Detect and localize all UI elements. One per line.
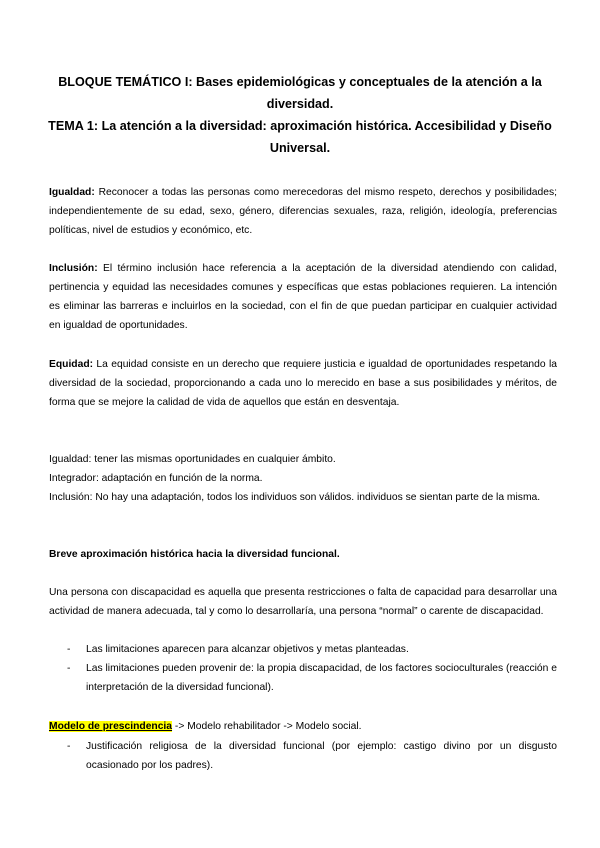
definition-inclusion xyxy=(49,259,557,335)
bullet-dash: - xyxy=(67,741,71,752)
block-title: BLOQUE TEMÁTICO I: Bases epidemiológicas y conceptuales de la atención a la diversidad. xyxy=(58,75,542,111)
history-heading: Breve aproximación histórica hacia la diversidad funcional. xyxy=(49,549,340,560)
topic-title: TEMA 1: La atención a la diversidad: aproximación histórica. Accesibilidad y Diseño Universal. xyxy=(48,119,552,155)
document-title xyxy=(40,71,560,159)
summary-inclusion: Inclusión: No hay una adaptación, todos los individuos son válidos. individuos se sientan parte de la misma. xyxy=(49,492,541,503)
models-bullet-list xyxy=(49,737,557,775)
model-prescindencia-highlight: Modelo de prescindencia xyxy=(49,721,173,732)
text-igualdad: Reconocer a todas las personas como merecedoras del mismo respeto, derechos y posibilidades; independientemente de su edad, sexo, género, diferencias sexuales, raza, religión, ideología, preferencias políticas, nivel de estudios y económico, etc. xyxy=(49,187,557,236)
text-inclusion: El término inclusión hace referencia a la aceptación de la diversidad atendiendo con calidad, pertinencia y equidad las necesidades comunes y específicas que estas poblaciones requieren. La intención es eliminar las barreras e incluirlos en la sociedad, con el fin de que puedan participar en cualquier actividad en igualdad de oportunidades. xyxy=(49,263,557,331)
text-equidad: La equidad consiste en un derecho que requiere justicia e igualdad de oportunidades respetando la diversidad de la sociedad, proporcionando a cada uno lo merecido en base a sus posibilidades y méritos, de forma que se mejore la calidad de vida de aquellos que están en desventaja. xyxy=(49,359,557,408)
summary-integrador: Integrador: adaptación en función de la norma. xyxy=(49,473,263,484)
list-item: - Las limitaciones aparecen para alcanzar objetivos y metas planteadas. xyxy=(49,640,557,659)
list-item: - Justificación religiosa de la diversidad funcional (por ejemplo: castigo divino por un disgusto ocasionado por los padres). xyxy=(49,737,557,775)
definition-igualdad xyxy=(49,183,557,240)
models-rest: -> Modelo rehabilitador -> Modelo social. xyxy=(172,721,362,732)
bullet-dash: - xyxy=(67,644,71,655)
definition-equidad xyxy=(49,355,557,412)
summary-igualdad: Igualdad: tener las mismas oportunidades en cualquier ámbito. xyxy=(49,454,336,465)
term-inclusion: Inclusión: xyxy=(49,263,98,274)
history-intro: Una persona con discapacidad es aquella que presenta restricciones o falta de capacidad para desarrollar una actividad de manera adecuada, tal y como lo desarrollaría, una persona “normal” o carente de discapacidad. xyxy=(49,587,557,617)
models-line xyxy=(49,717,557,736)
list-item: - Las limitaciones pueden provenir de: la propia discapacidad, de los factores socioculturales (reacción e interpretación de la diversidad funcional). xyxy=(49,659,557,697)
bullet-dash: - xyxy=(67,663,71,674)
term-igualdad: Igualdad: xyxy=(49,187,95,198)
history-bullet-list xyxy=(49,640,557,697)
term-equidad: Equidad: xyxy=(49,359,94,370)
